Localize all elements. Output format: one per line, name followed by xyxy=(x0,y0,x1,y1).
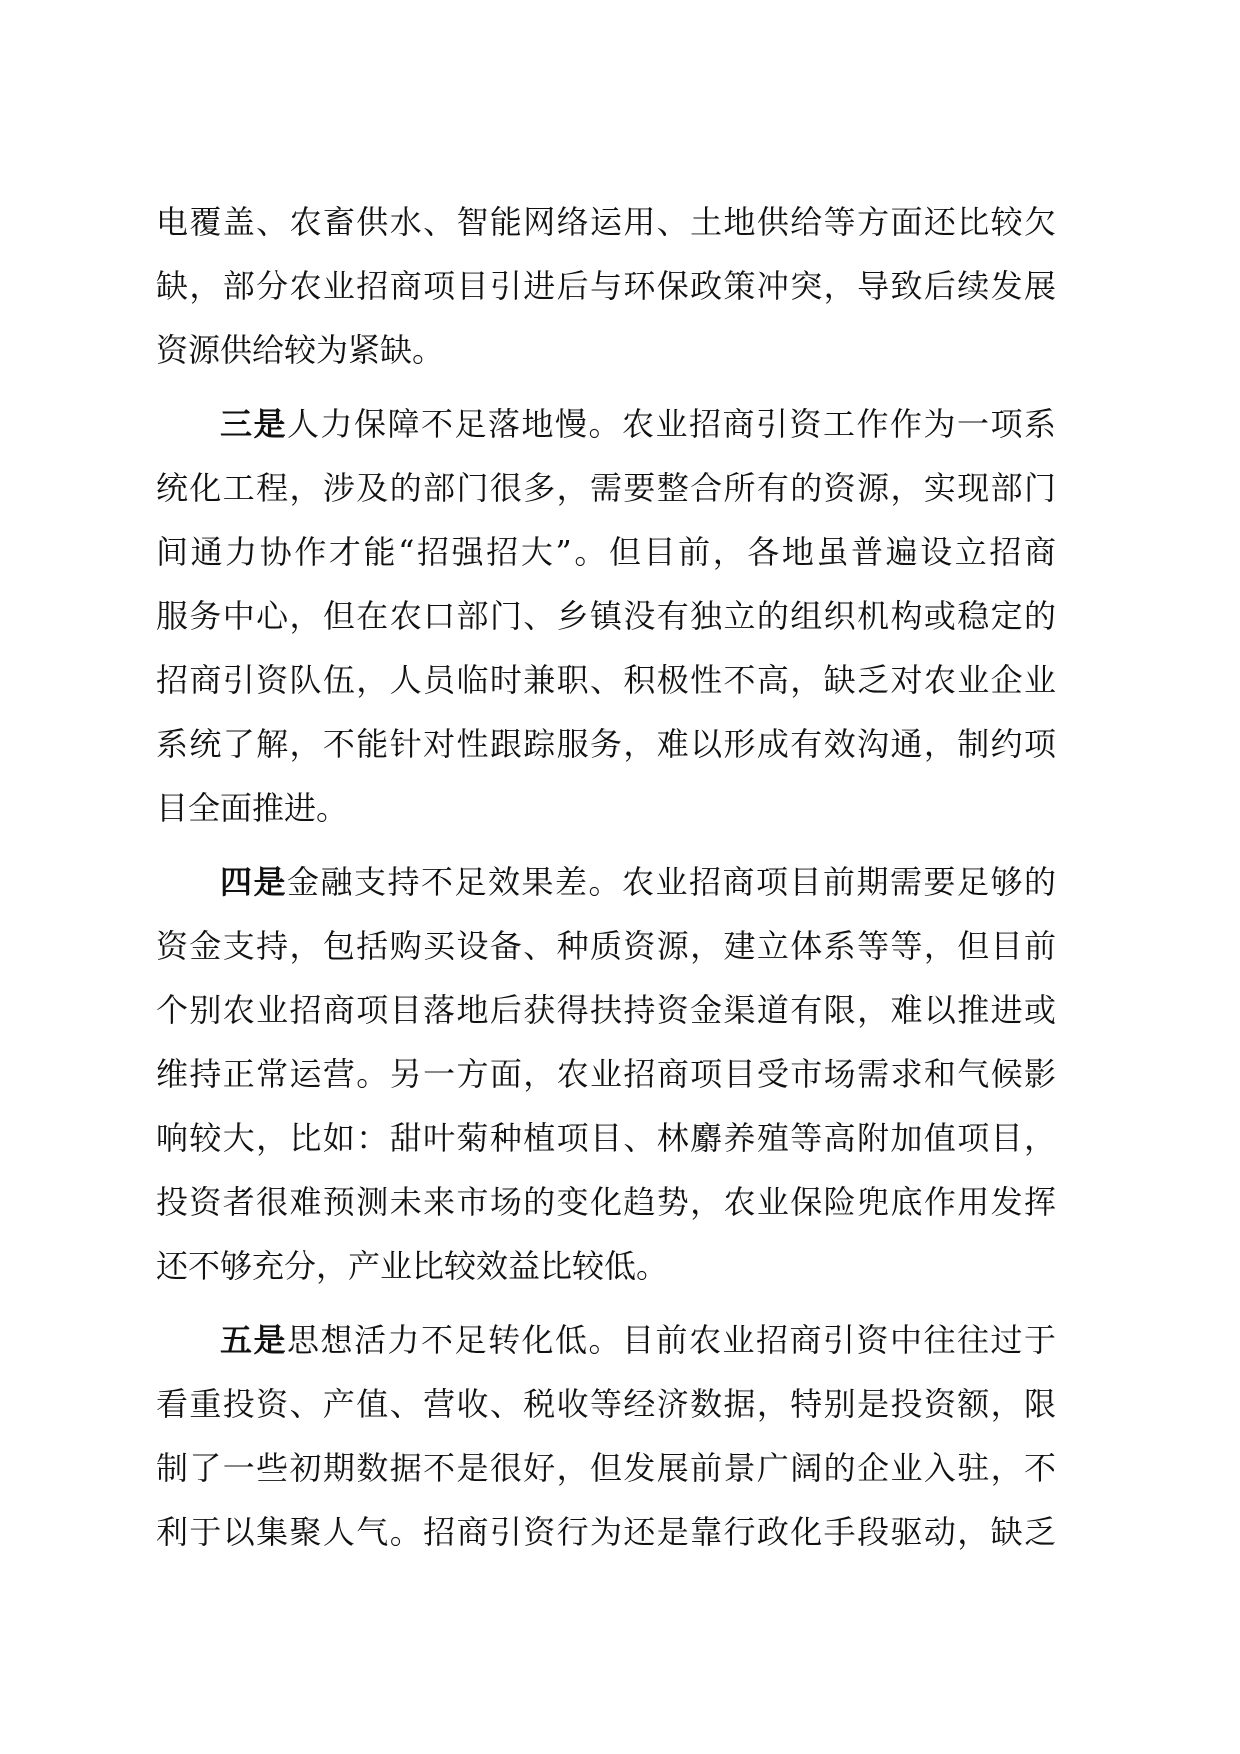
paragraph-third-point xyxy=(156,392,1056,840)
text-line: 资金支持，包括购买设备、种质资源，建立体系等等，但目前 xyxy=(156,927,1056,965)
text-line: 系统了解，不能针对性跟踪服务，难以形成有效沟通，制约项 xyxy=(156,725,1056,763)
text-line: 统化工程，涉及的部门很多，需要整合所有的资源，实现部门 xyxy=(156,469,1056,507)
text-line: 个别农业招商项目落地后获得扶持资金渠道有限，难以推进或 xyxy=(156,991,1056,1029)
text-line: 缺，部分农业招商项目引进后与环保政策冲突，导致后续发展 xyxy=(156,267,1056,305)
text-line: 间通力协作才能“招强招大”。但目前，各地虽普遍设立招商 xyxy=(156,533,1056,571)
text-line: 资源供给较为紧缺。 xyxy=(156,331,445,369)
text-line: 制了一些初期数据不是很好，但发展前景广阔的企业入驻，不 xyxy=(156,1449,1056,1487)
text-line: 利于以集聚人气。招商引资行为还是靠行政化手段驱动，缺乏 xyxy=(156,1513,1056,1551)
text-line xyxy=(156,850,1056,914)
text-line: 电覆盖、农畜供水、智能网络运用、土地供给等方面还比较欠 xyxy=(156,203,1056,241)
paragraph-fifth-point xyxy=(156,1308,1056,1564)
paragraph-lead: 三是 xyxy=(220,405,287,443)
paragraph-lead: 四是 xyxy=(220,863,287,901)
paragraph-lead: 五是 xyxy=(220,1321,287,1359)
text-line: 投资者很难预测未来市场的变化趋势，农业保险兜底作用发挥 xyxy=(156,1183,1056,1221)
text-line: 看重投资、产值、营收、税收等经济数据，特别是投资额，限 xyxy=(156,1385,1056,1423)
text-line: 还不够充分，产业比较效益比较低。 xyxy=(156,1247,669,1285)
line-text: 人力保障不足落地慢。农业招商引资工作作为一项系 xyxy=(287,405,1056,443)
document-body xyxy=(156,190,1056,1564)
text-line: 响较大，比如：甜叶菊种植项目、林麝养殖等高附加值项目， xyxy=(156,1119,1056,1157)
paragraph-infrastructure xyxy=(156,190,1056,382)
text-line: 招商引资队伍，人员临时兼职、积极性不高，缺乏对农业企业 xyxy=(156,661,1056,699)
line-text: 思想活力不足转化低。目前农业招商引资中往往过于 xyxy=(287,1321,1056,1359)
text-line: 服务中心，但在农口部门、乡镇没有独立的组织机构或稳定的 xyxy=(156,597,1056,635)
line-text: 金融支持不足效果差。农业招商项目前期需要足够的 xyxy=(287,863,1056,901)
text-line xyxy=(156,392,1056,456)
text-line: 目全面推进。 xyxy=(156,789,349,827)
text-line: 维持正常运营。另一方面，农业招商项目受市场需求和气候影 xyxy=(156,1055,1056,1093)
paragraph-fourth-point xyxy=(156,850,1056,1298)
text-line xyxy=(156,1308,1056,1372)
